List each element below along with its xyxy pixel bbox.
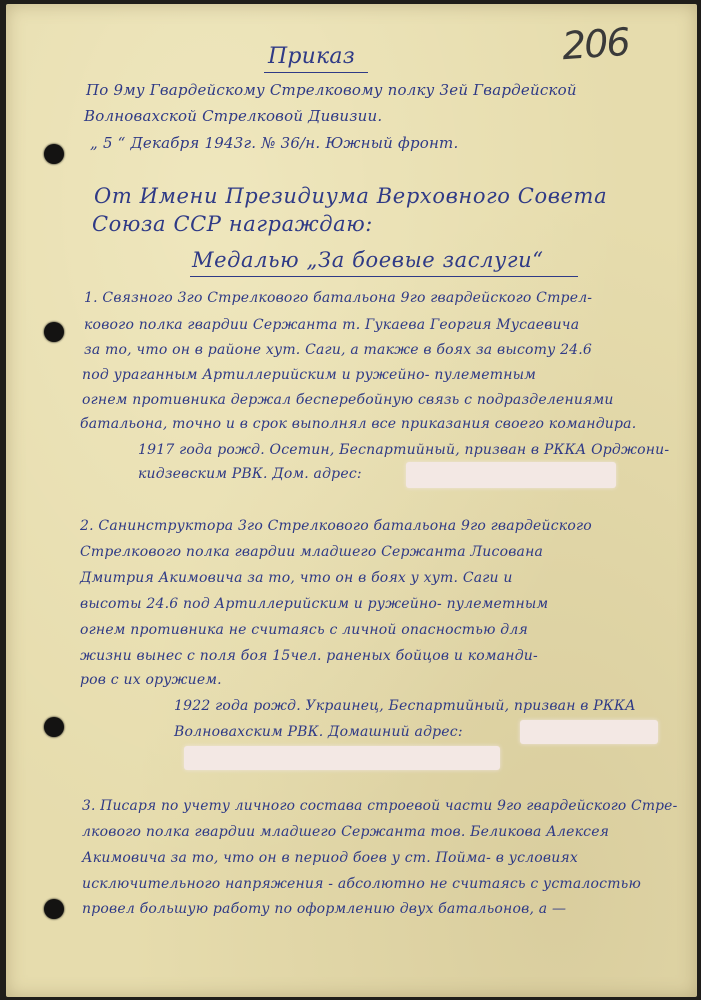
entry-address-line: Волновахским РВК. Домашний адрес:: [174, 724, 463, 740]
entry-line: высоты 24.6 под Артиллерийским и ружейно- пулеметным: [80, 596, 549, 612]
entry-bio-line: 1917 года рожд. Осетин, Беспартийный, призван в РККА Орджони-: [138, 442, 670, 458]
entry-line: провел большую работу по оформлению двух батальонов, а —: [82, 901, 567, 917]
punch-hole: [44, 899, 64, 919]
redacted-address: [406, 462, 616, 488]
entry-line: лкового полка гвардии младшего Сержанта тов. Беликова Алексея: [82, 824, 610, 840]
entry-bio-line: 1922 года рожд. Украинец, Беспартийный, призван в РККА: [174, 698, 636, 714]
entry-line: Акимовича за то, что он в период боев у ст. Пойма- в условиях: [82, 850, 578, 866]
entry-line: огнем противника не считаясь с личной опасностью для: [80, 622, 528, 638]
document-sheet: [6, 4, 697, 997]
entry-address-line: кидзевским РВК. Дом. адрес:: [138, 466, 362, 482]
entry-line: под ураганным Артиллерийским и ружейно- пулеметным: [82, 367, 537, 383]
entry-line: 2. Санинструктора 3го Стрелкового батальона 9го гвардейского: [80, 518, 592, 534]
entry-line: исключительного напряжения - абсолютно не считаясь с усталостью: [82, 876, 642, 892]
punch-hole: [44, 717, 64, 737]
entry-line: кового полка гвардии Сержанта т. Гукаева Георгия Мусаевича: [84, 317, 580, 333]
header-date-line: „ 5 “ Декабря 1943г. № 36/н. Южный фронт.: [90, 134, 459, 152]
entry-line: жизни вынес с поля боя 15чел. раненых бойцов и команди-: [80, 648, 538, 664]
header-line: По 9му Гвардейскому Стрелковому полку 3ей Гвардейской: [86, 81, 577, 99]
punch-hole: [44, 144, 64, 164]
archive-page-number: 206: [560, 19, 630, 69]
entry-line: Стрелкового полка гвардии младшего Сержанта Лисована: [80, 544, 544, 560]
title-underline: [264, 72, 368, 73]
award-heading-underline: [190, 276, 578, 277]
entry-line: 3. Писаря по учету личного состава строевой части 9го гвардейского Стре-: [82, 798, 678, 814]
punch-hole: [44, 322, 64, 342]
entry-line: Дмитрия Акимовича за то, что он в боях у хут. Саги и: [80, 570, 513, 586]
entry-line: батальона, точно и в срок выполнял все приказания своего командира.: [80, 416, 637, 432]
preamble-line: Союза ССР награждаю:: [92, 212, 373, 236]
entry-line: ров с их оружием.: [80, 672, 222, 688]
redacted-address: [520, 720, 658, 744]
header-line: Волновахской Стрелковой Дивизии.: [84, 107, 383, 125]
entry-line: за то, что он в районе хут. Саги, а также в боях за высоту 24.6: [84, 342, 593, 358]
redacted-address: [184, 746, 500, 770]
award-heading: Медалью „За боевые заслуги“: [192, 248, 544, 272]
preamble-line: От Имени Президиума Верховного Совета: [94, 184, 608, 208]
entry-line: огнем противника держал бесперебойную связь с подразделениями: [82, 392, 614, 408]
order-title: Приказ: [268, 44, 355, 69]
entry-line: 1. Связного 3го Стрелкового батальона 9го гвардейского Стрел-: [84, 290, 593, 306]
